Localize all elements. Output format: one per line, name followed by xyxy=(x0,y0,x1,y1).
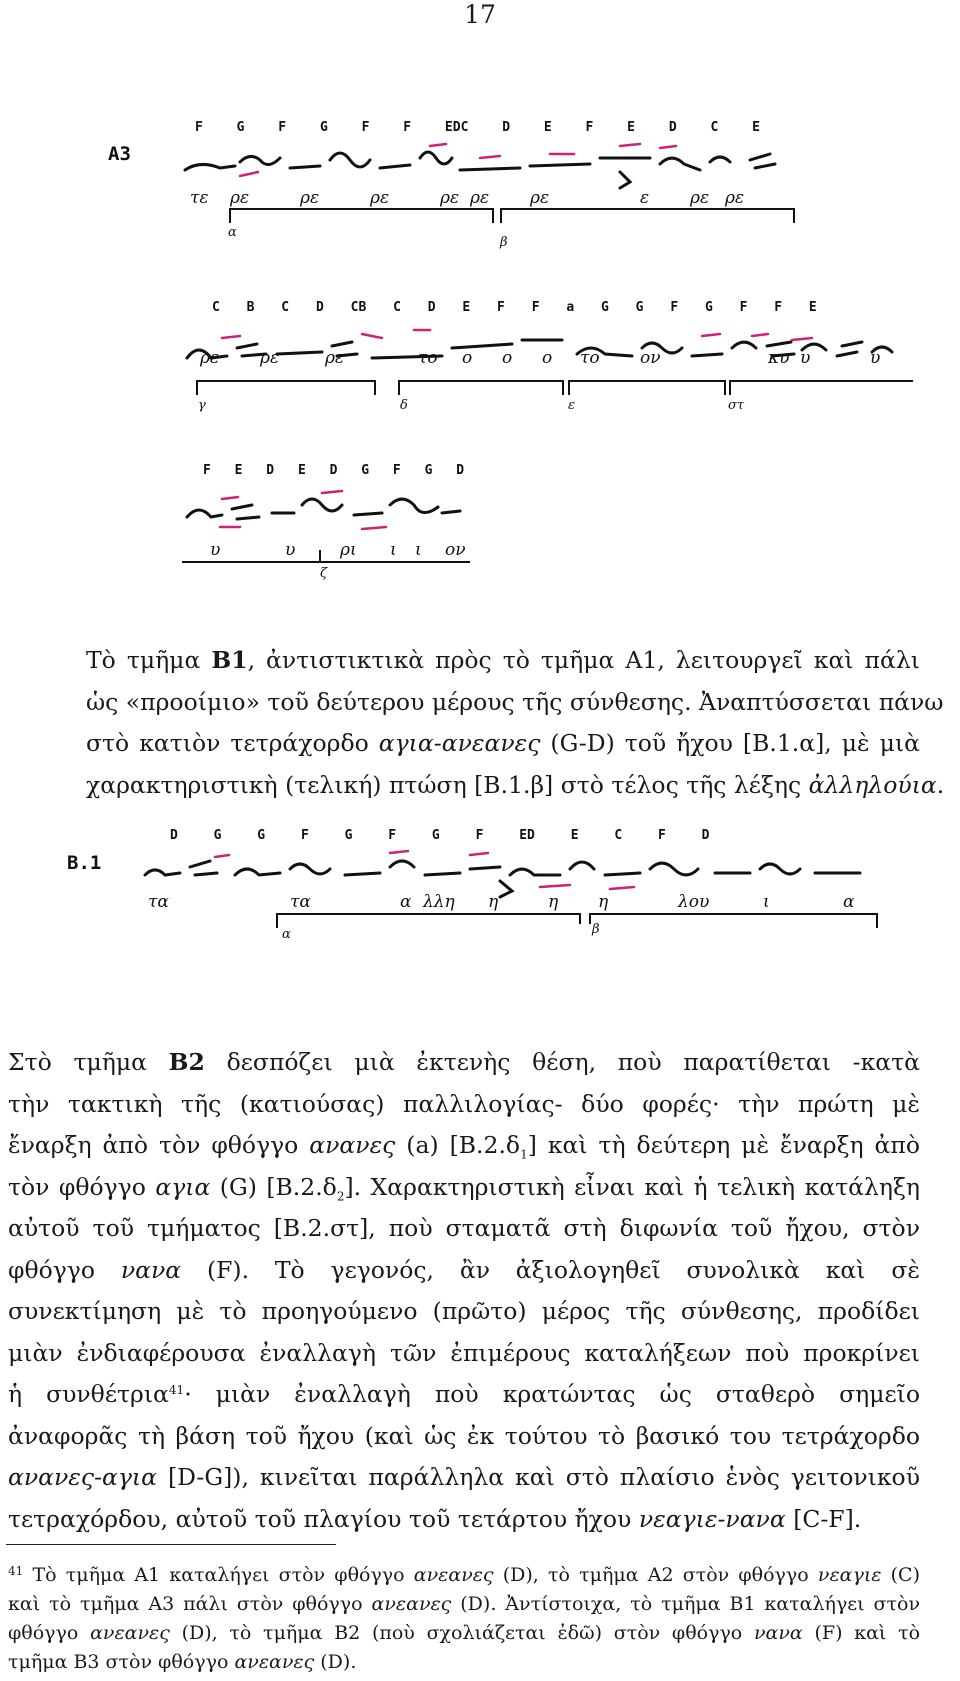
text-line xyxy=(8,1250,920,1292)
syllable: ι xyxy=(390,540,397,560)
footnote-ref: 41 xyxy=(168,1383,185,1397)
text-run: (a) [Β.2.δ xyxy=(395,1131,521,1159)
example-label-b1: B.1 xyxy=(67,852,102,874)
syllable: η xyxy=(488,892,499,912)
text-line xyxy=(8,1125,920,1167)
text-line xyxy=(8,1619,920,1648)
syllable: ον xyxy=(640,348,661,368)
text-run: ἀναφορᾶς τὴ βάση τοῦ ἤχου (καὶ ὡς ἐκ τούτου τὸ βασικό του τετράχορδο xyxy=(8,1421,920,1450)
italic-text: νανα xyxy=(120,1255,182,1284)
italic-text: ανεανες xyxy=(413,1564,494,1586)
text-line xyxy=(8,1457,920,1499)
italic-text: νεαγιε xyxy=(817,1564,882,1586)
syllable: η xyxy=(598,892,609,912)
text-run: Στὸ τμῆμα xyxy=(8,1048,169,1076)
note-letters-row-1: F G F G F F EDC D E F E D C E xyxy=(195,120,760,135)
text-run: (G) [Β.2.δ xyxy=(210,1172,337,1201)
text-run: (C) xyxy=(881,1564,921,1586)
syllable: ρε xyxy=(530,188,550,208)
syllable: ρι xyxy=(340,540,357,560)
section-mark-delta: δ xyxy=(400,398,408,413)
syllable: ρε xyxy=(690,188,710,208)
text-run: τμῆμα Β3 στὸν φθόγγο xyxy=(8,1651,235,1673)
paragraph-b2 xyxy=(8,1042,920,1540)
text-line xyxy=(8,1416,920,1458)
text-run: . xyxy=(936,770,945,799)
phrase-brackets-row-1 xyxy=(228,205,828,235)
syllable: κυ xyxy=(768,348,790,368)
neume-staff-row-3 xyxy=(182,483,482,543)
text-run: τετραχόρδου, αὐτοῦ τοῦ πλαγίου τοῦ τετάρτου ἤχου xyxy=(8,1504,639,1533)
text-run: (D). xyxy=(314,1651,357,1673)
text-run: τὸν φθόγγο xyxy=(8,1172,156,1201)
text-run: ] καὶ τὴ δεύτερη μὲ ἔναρξη ἀπὸ xyxy=(527,1131,921,1159)
syllable: ε xyxy=(640,188,650,208)
text-run: στὸ κατιὸν τετράχορδο xyxy=(86,729,379,757)
syllable: ι xyxy=(415,540,422,560)
syllable: ρε xyxy=(300,188,320,208)
syllable: τα xyxy=(148,892,169,912)
text-run: ἡ συνθέτρια xyxy=(8,1380,169,1408)
text-run: [C-F]. xyxy=(785,1504,862,1533)
syllable: ρε xyxy=(230,188,250,208)
text-line xyxy=(86,723,920,765)
section-mark-stigma: στ xyxy=(728,398,745,413)
text-line xyxy=(8,1590,920,1619)
text-run: ]. Χαρακτηριστικὴ εἶναι καὶ ἡ τελικὴ κατάληξη xyxy=(344,1172,920,1201)
text-run: συνεκτίμηση μὲ τὸ προηγούμενο (πρῶτο) μέρος τῆς σύνθεσης, προδίδει xyxy=(8,1297,920,1325)
page-number: 17 xyxy=(464,0,496,29)
text-run: [D-G]), κινεῖται παράλληλα καὶ στὸ πλαίσιο ἑνὸς γειτονικοῦ xyxy=(157,1463,920,1491)
italic-text: ἀλληλούια xyxy=(808,770,937,799)
syllable: α xyxy=(843,892,855,912)
text-run: ὡς «προοίμιο» τοῦ δεύτερου μέρους τῆς σύνθεσης. Ἀναπτύσσεται πάνω xyxy=(86,687,944,716)
text-line xyxy=(8,1333,920,1375)
note-letters-b1: D G G F G F G F ED E C F D xyxy=(170,828,710,843)
bold-text: B2 xyxy=(168,1048,205,1076)
syllable: το xyxy=(580,348,600,368)
text-run: (G-D) τοῦ ἤχου [Β.1.α], μὲ μιὰ xyxy=(540,729,920,757)
text-run: καὶ τὸ τμῆμα Α3 πάλι στὸν φθόγγο xyxy=(8,1593,372,1615)
italic-text: ανεανες xyxy=(234,1651,315,1673)
subscript: 1 xyxy=(520,1147,528,1162)
syllable: τα xyxy=(290,892,311,912)
syllable: λλη xyxy=(423,892,455,912)
syllable: η xyxy=(548,892,559,912)
text-line xyxy=(8,1208,920,1250)
text-line xyxy=(86,765,945,807)
syllable: το xyxy=(418,348,438,368)
text-line xyxy=(8,1499,920,1541)
syllable: ο xyxy=(542,348,553,368)
italic-text: αγια xyxy=(155,1172,211,1201)
section-mark-beta: β xyxy=(500,235,508,250)
syllable: ρε xyxy=(440,188,460,208)
text-line xyxy=(8,1291,920,1333)
syllable: ρε xyxy=(725,188,745,208)
syllable: υ xyxy=(285,540,296,560)
text-run: φθόγγο xyxy=(8,1622,91,1644)
text-run: (D), τὸ τμῆμα Α2 στὸν φθόγγο xyxy=(493,1564,818,1586)
syllable: τε xyxy=(190,188,209,208)
syllable: ον xyxy=(445,540,466,560)
section-mark-alpha: α xyxy=(228,225,237,240)
example-label-a3: A3 xyxy=(108,143,131,165)
text-run: (F) καὶ τὸ xyxy=(802,1622,921,1644)
text-run: ἔναρξη ἀπὸ τὸν φθόγγο xyxy=(8,1131,310,1159)
syllable: λου xyxy=(678,892,710,912)
footnote-ref: 41 xyxy=(8,1564,24,1578)
text-line xyxy=(8,1374,920,1416)
section-mark-alpha: α xyxy=(282,927,291,942)
italic-text: ανεανες xyxy=(90,1622,170,1644)
text-run: Τὸ τμῆμα Α1 καταλήγει στὸν φθόγγο xyxy=(23,1564,414,1586)
syllable: ρε xyxy=(200,348,220,368)
italic-text: ανανες xyxy=(309,1131,396,1159)
syllable: υ xyxy=(800,348,811,368)
phrase-brackets-b1 xyxy=(275,910,895,940)
syllable: ρε xyxy=(370,188,390,208)
italic-text: νεαγιε-νανα xyxy=(638,1504,786,1533)
italic-text: ανεανες xyxy=(371,1593,452,1615)
text-run: · μιὰν ἐναλλαγὴ ποὺ κρατώντας ὡς σταθερὸ σημεῖο xyxy=(184,1380,921,1408)
phrase-brackets-row-2 xyxy=(195,375,915,405)
italic-text: αγια-ανεανες xyxy=(378,729,541,757)
text-run: χαρακτηριστικὴ (τελική) πτώση [Β.1.β] στὸ τέλος τῆς λέξης xyxy=(86,770,809,799)
syllable: ο xyxy=(462,348,473,368)
section-mark-epsilon: ε xyxy=(568,398,575,413)
text-line xyxy=(8,1042,920,1084)
bold-text: B1 xyxy=(211,646,248,674)
phrase-brackets-row-3 xyxy=(180,558,480,588)
syllable: ο xyxy=(502,348,513,368)
text-line xyxy=(8,1648,920,1677)
text-line xyxy=(8,1167,920,1209)
italic-text: ανανες-αγια xyxy=(8,1463,158,1491)
subscript: 2 xyxy=(336,1189,345,1204)
paragraph-b1 xyxy=(86,640,945,806)
section-mark-beta: β xyxy=(592,922,600,937)
text-line xyxy=(86,682,944,724)
text-run: μιὰν ἐνδιαφέρουσα ἐναλλαγὴ τῶν ἐπιμέρους καταλήξεων ποὺ προκρίνει xyxy=(8,1338,920,1367)
text-line xyxy=(86,640,920,682)
syllable: υ xyxy=(210,540,221,560)
syllable: υ xyxy=(870,348,881,368)
text-run: (D). Ἀντίστοιχα, τὸ τμῆμα Β1 καταλήγει στὸν xyxy=(451,1593,920,1615)
text-run: (F). Τὸ γεγονός, ἂν ἀξιολογηθεῖ συνολικὰ καὶ σὲ xyxy=(181,1255,920,1284)
text-run: (D), τὸ τμῆμα Β2 (ποὺ σχολιάζεται ἐδῶ) στὸν φθόγγο xyxy=(169,1622,754,1644)
text-run: αὐτοῦ τοῦ τμήματος [Β.2.στ], ποὺ σταματᾶ στὴ διφωνία τοῦ ἤχου, στὸν xyxy=(8,1214,920,1242)
text-run: , ἀντιστικτικὰ πρὸς τὸ τμῆμα Α1, λειτουργεῖ καὶ πάλι xyxy=(247,646,920,674)
syllable: ρε xyxy=(260,348,280,368)
section-mark-zeta: ζ xyxy=(320,566,328,581)
note-letters-row-3: F E D E D G F G D xyxy=(203,463,465,478)
text-run: Τὸ τμῆμα xyxy=(86,646,212,674)
text-run: τὴν τακτικὴ τῆς (κατιούσας) παλλιλογίας- δύο φορές· τὴν πρώτη μὲ xyxy=(8,1089,920,1118)
syllable: α xyxy=(400,892,412,912)
note-letters-row-2: C B C D CB C D E F F a G G F G F F E xyxy=(212,300,817,315)
italic-text: νανα xyxy=(753,1622,803,1644)
footnote-41 xyxy=(8,1561,920,1677)
section-mark-gamma: γ xyxy=(198,398,206,413)
text-line xyxy=(8,1561,920,1590)
text-run: φθόγγο xyxy=(8,1255,121,1284)
syllable: ρε xyxy=(470,188,490,208)
text-line xyxy=(8,1084,920,1126)
text-run: δεσπόζει μιὰ ἐκτενὴς θέση, ποὺ παρατίθεται -κατὰ xyxy=(204,1048,921,1076)
syllable: ι xyxy=(763,892,770,912)
footnote-rule xyxy=(6,1544,336,1545)
syllable: ρε xyxy=(325,348,345,368)
